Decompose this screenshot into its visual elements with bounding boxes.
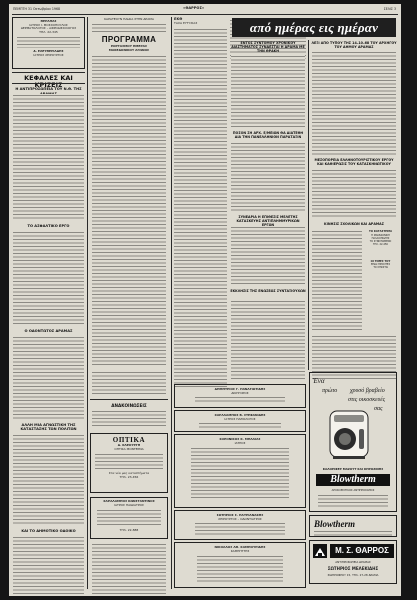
article-headline: ΣΥΝΕΔΡΙΑ Η ΕΠΙΘΕΣΙΣ ΜΕΛΕΤΗΣ ΚΑΤΑΣΚΕΥΗΣ ΑΝΤΙΠΛΗΜΜΥΡΙΚΩΝ <box>236 215 300 224</box>
article-headline: Η ΑΝΤΙΠΡΟΣΩΠΕΙΑ ΤΟΥ Ν.Θ. ΤΗΣ <box>15 87 82 91</box>
lawyer-ad <box>174 384 306 408</box>
column-label: ΕΚΘ <box>174 17 183 21</box>
header-date: ΠΕΜΠΤΗ 31 Οκτωβρίου 1968 <box>13 7 61 11</box>
slogan-word: σας <box>374 406 383 412</box>
notice-line: Δ. ΕΛΕΥΘΕΡΙΑΔΗΣ <box>33 49 64 54</box>
optician-line: ΟΠΤΙΚΑ ΜΟΝΤΕΡΝΑ <box>114 446 144 451</box>
heater-caption: ΚΑΛΟΡΙΦΕΡ ΜΑΖΟΥΤ ΚΑΙ ΚΗΡΟΖΙΝΗΣ <box>322 467 384 471</box>
doctor-ad <box>90 497 168 539</box>
teacher-ad <box>174 542 306 588</box>
notice-title: ΘΕΡΑΠΑΣ <box>40 19 57 23</box>
teacher-name: ΝΙΚΟΛΑΟΣ ΑΘ. ΚΑΜΠΟΥΡΙΔΗΣ <box>214 545 266 549</box>
brand-logo: Blowtherm <box>314 519 356 529</box>
article-headline: ΠΟΣΟΝ ΣΗ ΑΡΧ. Ε/ΜΕΙΩΝ ΘΑ ΔΙΑΤΕΘΗ ΔΙΑ ΤΗΝ ΠΑΝΕΛΛΗΝΙΟΝ ΠΑΡΑΤΑΞΙΝ <box>232 131 304 140</box>
notice-line: ΤΗΛ. 22-345 <box>39 29 58 34</box>
notice-line: ΙΑΤΡΟΣ ΧΕΙΡΟΥΡΓΟΣ <box>33 52 64 57</box>
column-label-sub: ΤΑΧΑ ΕΥΤΥΧΙΑΣ <box>174 21 198 25</box>
page-header <box>9 4 401 16</box>
banner-text: από ημέρας εις ημέραν <box>249 20 379 35</box>
dentist-ad <box>174 510 306 540</box>
doctor-name: ΧΑΡΑΛΑΜΠΟΣ ΚΩΝΣΤΑΝΤΙΝΟΣ <box>103 499 155 503</box>
dentist-name: ΣΩΤΗΡΙΟΣ Σ. ΠΑΥΡΙΑΝΑΚΗΣ <box>216 513 264 517</box>
doctor-line: ΤΗΛ. 22-888 <box>119 528 139 533</box>
store-notice-title: ΤΟ ΚΑΤΑΣΤΗΜΑ <box>369 230 392 233</box>
program-subtitle: ΜΑΚΕΔΟΝΙΚΟΥ ΑΓΩΝΟΣ <box>108 48 150 52</box>
store-name: Μ. Σ. ΘΑΡΡΟΣ <box>330 544 394 558</box>
dentist-title: ΧΕΙΡΟΥΡΓΟΣ – ΟΔΟΝΤΙΑΤΡΟΣ <box>218 516 262 521</box>
teacher-title: ΚΑΘΗΓΗΤΗΣ <box>230 548 250 553</box>
store-notice <box>364 230 397 330</box>
program-title: ΠΡΟΓΡΑΜΜΑ <box>101 35 157 44</box>
notice-line: ΙΑΤΡΟΣ Ι. ΜΟΣΧΟΠΟΥΛΟΣ <box>29 22 68 27</box>
optician-line: ΤΗΛ. 23-456 <box>119 474 139 479</box>
heater-subtitle: ΑΠΟΚΛΕΙΣΤΙΚΟΣ ΑΝΤΙΠΡΟΣΩΠΟΣ <box>331 489 375 492</box>
slogan-word: πρώτο <box>322 388 338 394</box>
doctor2-name: ΚΛΕΟΝΙΚΟΣ Κ. ΜΠΑΛΙΑΣ <box>219 437 261 441</box>
brand-logo-ad <box>309 515 397 537</box>
slogan-word: χρυσό βραβείο <box>350 388 385 394</box>
slogan-word: στις οικοσκευές <box>348 397 386 403</box>
lawyer-name: ΔΗΜΗΤΡΙΟΣ Γ. ΠΑΝΑΓΙΩΤΙΔΗΣ <box>214 387 266 391</box>
store-owner: ΣΩΤΗΡΙΟΣ ΜΕΛΕΚΙΔΗΣ <box>327 566 379 571</box>
store-notice-line: ΤΗΛ. 22-456 <box>373 242 388 246</box>
notice-box <box>12 17 85 69</box>
header-masthead: «ΘΑΡΡΟΣ» <box>183 6 205 10</box>
store-notice-line: Η ΜΑΚΕΔΟΝΙΚΗ ΠΑΛΑΙΟΠΩΛΗΣ <box>371 233 390 240</box>
optician-name: Δ. ΚΛΕΟΥΡΓΗ <box>117 443 141 447</box>
notice-line: ΔΕΡΜΑΤΟΛΟΓΟΣ – ΑΦΡΟΔΙΣΙΟΛΟΓΟΣ <box>20 26 77 31</box>
doctor2-ad <box>174 434 306 508</box>
announcements-title: ΑΝΑΚΟΙΝΩΣΕΙΣ <box>111 403 147 408</box>
store-notice-line: ΤΟ ΣΥΝΙΣΤΩΜΕΝΟ <box>369 239 392 243</box>
doctor-line: ΙΑΤΡΟΣ ΠΑΙΔΙΑΤΡΟΣ <box>114 502 144 507</box>
article-headline: ΕΝΤΟΣ ΣΥΝΤΟΜΟΥ ΧΡΟΝΙΚΟΥ ΔΙΑΣΤΗΜΑΤΟΣ ΣΥΝΔΕΣΤΑΙ Η ΔΡΑΜΑ ΜΕ ΤΗΝ ΘΡΑΚΗ <box>231 41 305 54</box>
article-subhead: ΚΑΙ ΤΟ ΔΗΜΟΤΙΚΟ ΟΔΟΙΚΟ <box>21 529 76 533</box>
article-headline: ΚΙΝΗΣΙΣ ΣΧΟΛΙΚΩΝ ΚΑΙ ΔΡΑΜΑΣ <box>324 222 384 226</box>
newspaper-page <box>9 4 401 596</box>
tharros-store-ad <box>309 540 397 584</box>
store-notice-line: ΕΙΝΑΙ ΠΡΟΣΙΤΕΣ <box>371 263 390 267</box>
slogan-word: Ένα <box>313 377 325 385</box>
pathologist-title: ΙΑΤΡΟΣ ΠΑΘΟΛΟΓΟΣ <box>224 416 256 421</box>
optician-line: Στα νέα μας καταστήματα <box>108 471 150 476</box>
article-headline: ΛΕΞΙ ΑΠΟ ΤΥΠΟΥ ΤΗΣ 14–10–68 ΤΟΥ ΑΡΧΗΓΟΥ ΤΟΥ ΔΗΜΟΥ ΔΡΑΜΑΣ <box>311 41 397 50</box>
pathologist-ad <box>174 410 306 432</box>
store-notice-line: ΟΙ ΤΙΜΕΣ ΤΟΥ <box>370 259 391 263</box>
header-page-number: ΣΕΛΙΣ 3 <box>383 7 396 11</box>
optician-title: ΟΠΤΙΚΑ <box>112 436 146 444</box>
store-notice-line: ΤΟ ΣΥΝΙΣΤΩ <box>373 266 388 270</box>
daily-column-banner <box>232 18 396 37</box>
store-logo-icon <box>313 544 327 558</box>
heater-image <box>328 409 372 461</box>
article-subhead: ΤΟ ΑΣΦΑΛΤΙΚΟ ΕΡΓΟ <box>27 224 70 228</box>
article-headline: ΜΕΣΟΠΟΡΕΙΑ ΕΛΛΗΝΟΤΟΥΡΙΣΤΙΚΟΥ ΕΡΓΟΥ ΚΑΙ ΚΑΘΙΕΡΩΣΙΣ ΤΟΥ ΚΑΤΑΣΚΗΝΩΤΙΚΟΥ <box>314 158 394 167</box>
section-title: ΚΕΦΑΛΕΣ ΚΑΙ ΚΡΙΣΕΙΣ <box>24 74 73 89</box>
doctor2-title: ΙΑΤΡΟΣ <box>234 440 246 445</box>
article-subhead: ΑΛΛΗ ΜΙΑ ΑΓΝΩΣΤΙΚΗ ΤΗΣ ΚΑΤΑΣΤΑΣΗΣ ΤΩΝ ΠΟΛΙΤΩΝ <box>20 423 77 432</box>
pathologist-name: ΧΑΡΑΛΑΜΠΟΣ Β. ΣΤΕΦΑΝΙΔΗΣ <box>214 413 266 417</box>
store-line: ΑΝΤΙΠΡΟΣΩΠΕΙΑ ΔΡΑΜΑΣ <box>335 560 371 564</box>
optician-ad <box>90 433 168 493</box>
top-note: ΚΑΡΑΤΕΟΥΝ ΠΑΙΔΙΑ ΣΤΗΝ ΔΡΑΜΑ <box>104 17 154 21</box>
article-subhead: Ο ΟΔΟΝΤΩΤΟΣ ΔΡΑΜΑΣ <box>24 329 73 333</box>
lawyer-title: ΔΙΚΗΓΟΡΟΣ <box>231 390 249 395</box>
article-headline: ΕΚΚΛΗΣΙΣ ΤΗΣ ΕΝΩΣΕΩΣ ΣΥΝΤΑΞΙΟΥΧΩΝ <box>230 289 306 293</box>
heater-brand: Blowtherm <box>316 474 390 486</box>
store-address: ΣΙΔΗΡΟΦΡΟΥ 15, ΤΗΛ. 27-28 ΔΡΑΜΑ <box>327 573 379 577</box>
blowtherm-ad <box>309 372 397 512</box>
program-subtitle: ΕΟΡΤΑΣΜΟΥ ΗΜΕΡΑΣ <box>110 44 148 48</box>
